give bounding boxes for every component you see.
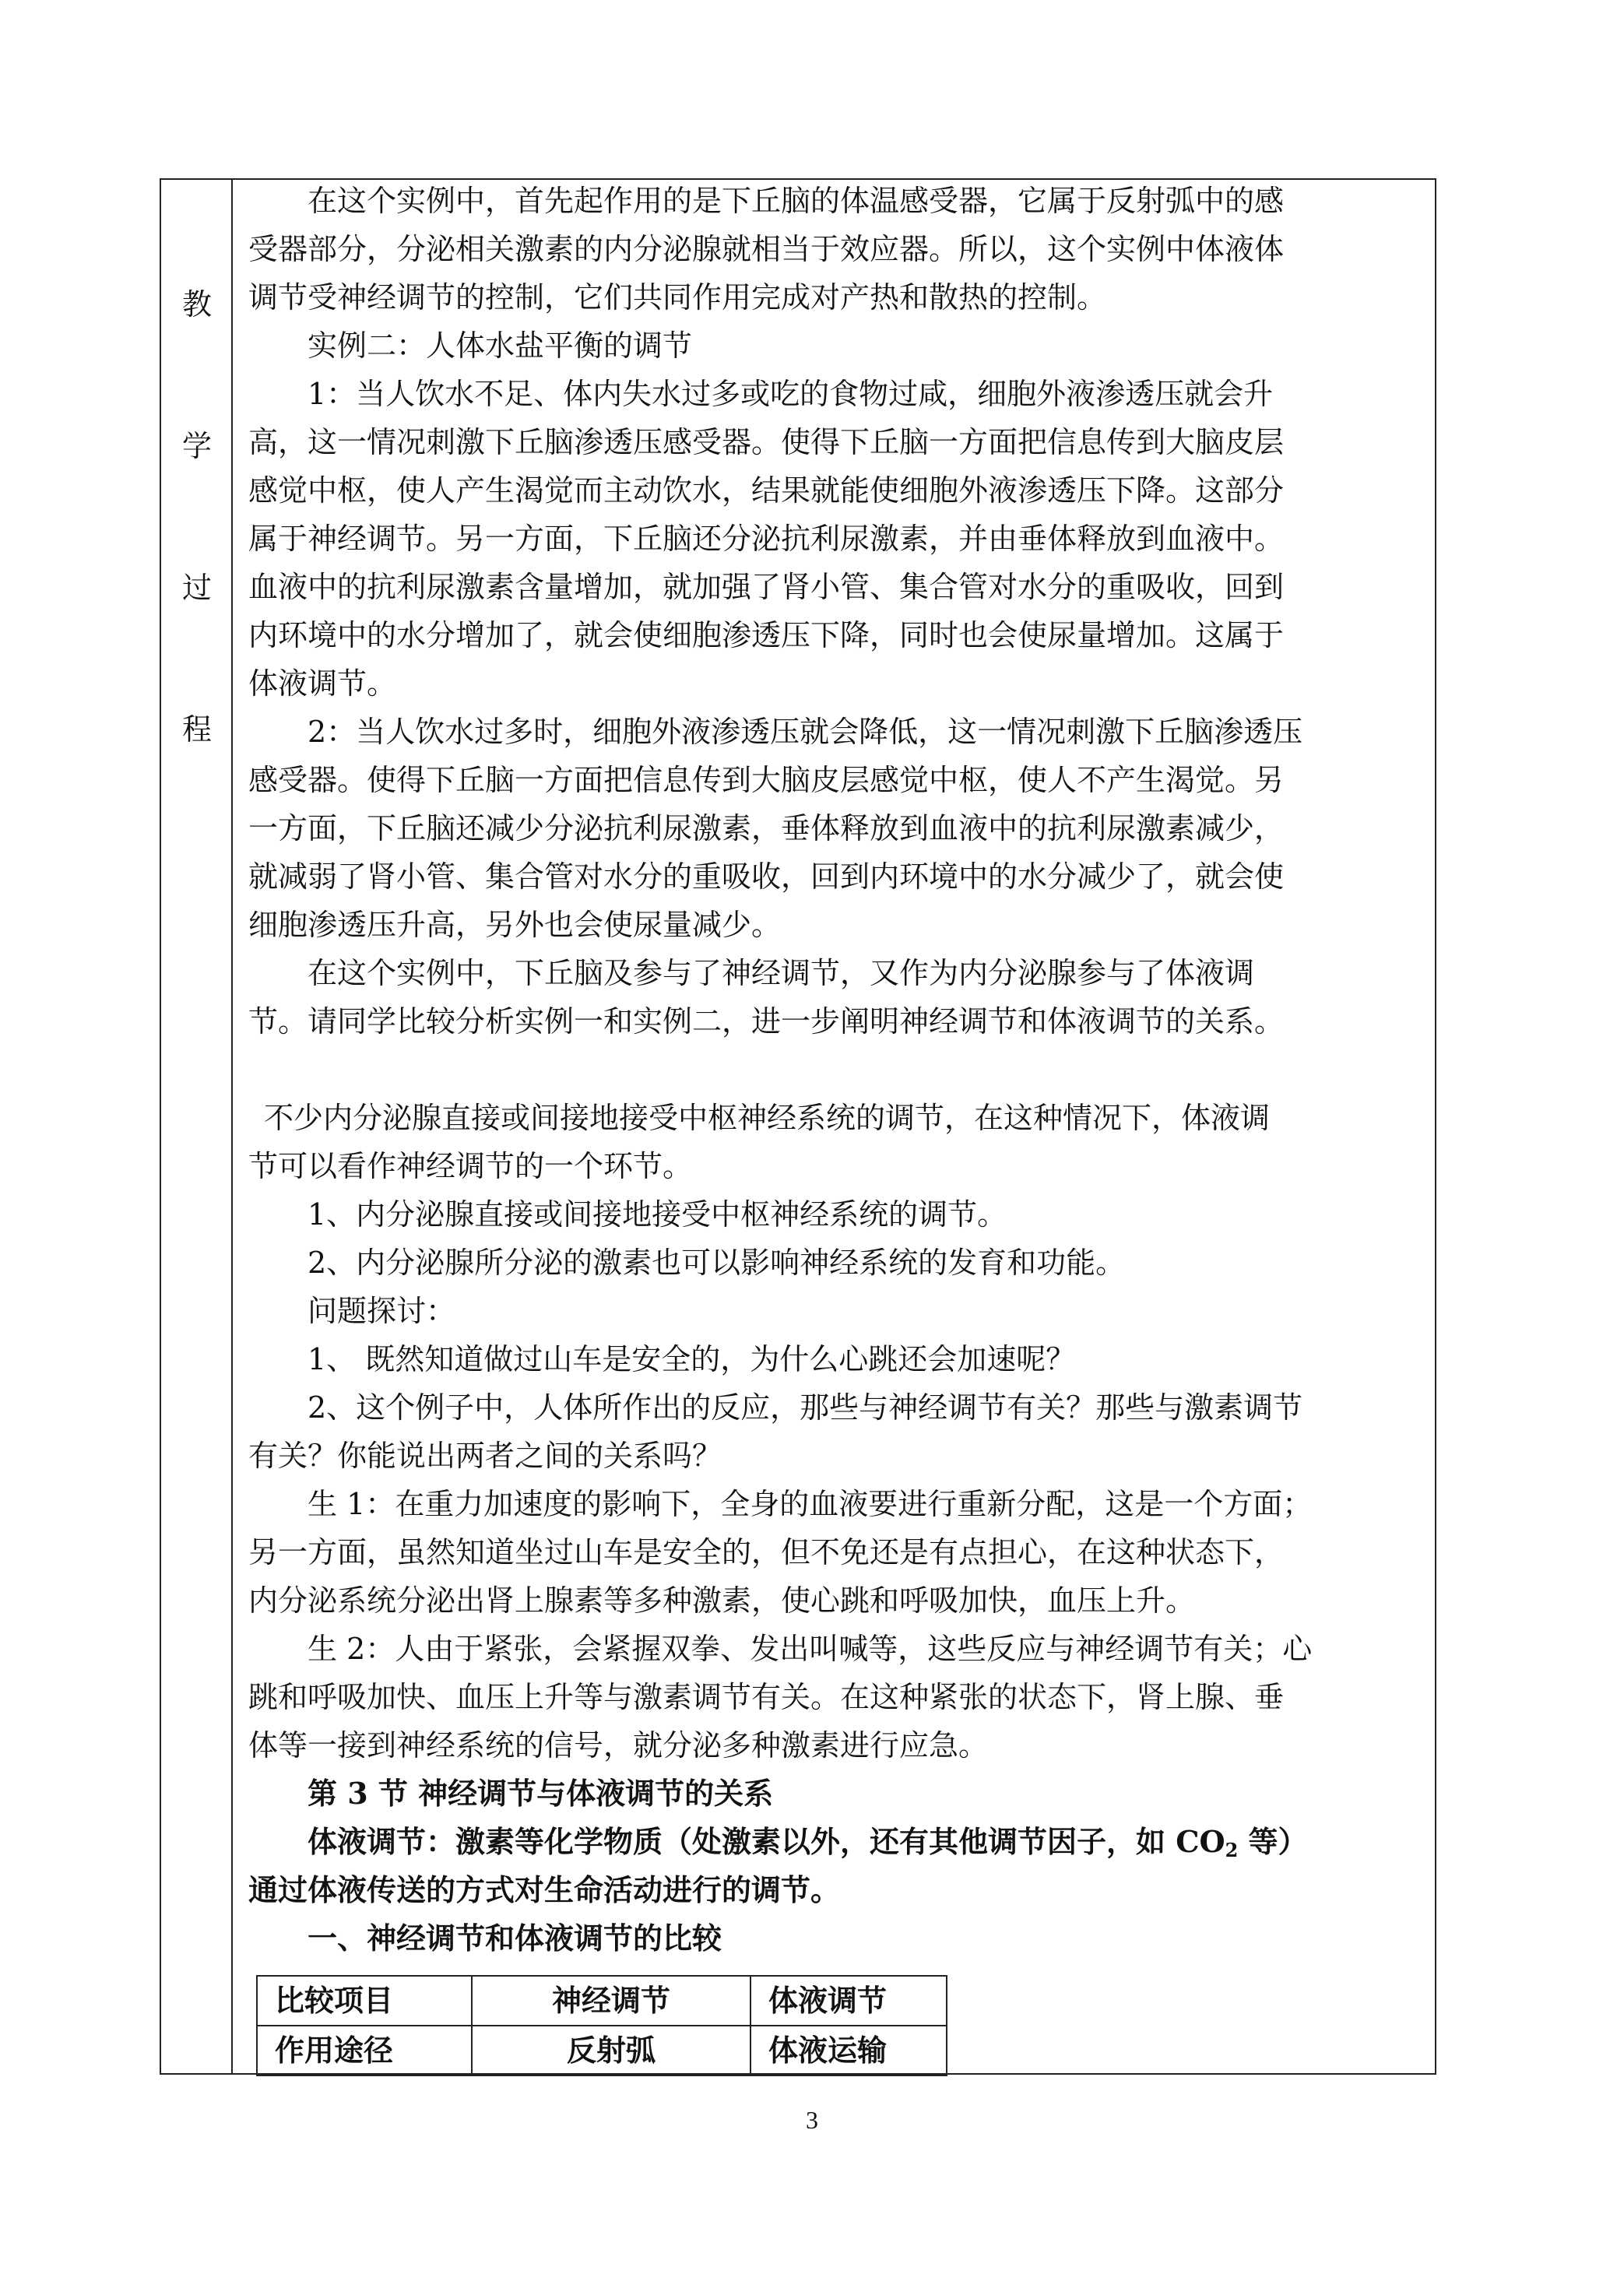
text-line: 细胞渗透压升高，另外也会使尿量减少。 <box>248 908 782 942</box>
text-line: 实例二：人体水盐平衡的调节 <box>308 329 693 363</box>
text-line: 高，这一情况刺激下丘脑渗透压感受器。使得下丘脑一方面把信息传到大脑皮层 <box>248 425 1285 459</box>
text-line: 受器部分，分泌相关激素的内分泌腺就相当于效应器。所以，这个实例中体液体 <box>248 232 1285 266</box>
side-label-char: 教 <box>181 287 212 322</box>
table-row <box>257 1976 947 2026</box>
text-line: 属于神经调节。另一方面，下丘脑还分泌抗利尿激素，并由垂体释放到血液中。 <box>248 522 1285 556</box>
text-line: 内环境中的水分增加了，就会使细胞渗透压下降，同时也会使尿量增加。这属于 <box>248 618 1285 652</box>
text-line: 节。请同学比较分析实例一和实例二，进一步阐明神经调节和体液调节的关系。 <box>248 1004 1285 1039</box>
text-line: 在这个实例中，下丘脑及参与了神经调节，又作为内分泌腺参与了体液调 <box>308 956 1255 990</box>
subsection-heading: 一、神经调节和体液调节的比较 <box>308 1921 722 1956</box>
lesson-table <box>160 178 1436 2075</box>
table-cell: 作用途径 <box>257 2026 472 2075</box>
text-line: 血液中的抗利尿激素含量增加，就加强了肾小管、集合管对水分的重吸收，回到 <box>248 570 1285 604</box>
table-cell: 比较项目 <box>257 1976 472 2026</box>
side-label-char: 过 <box>181 571 212 605</box>
text-line: 调节受神经调节的控制，它们共同作用完成对产热和散热的控制。 <box>248 280 1107 315</box>
side-label-char: 程 <box>181 712 212 747</box>
page-number: 3 <box>806 2106 818 2134</box>
text-line: 1、内分泌腺直接或间接地接受中枢神经系统的调节。 <box>308 1197 1007 1232</box>
text-line: 节可以看作神经调节的一个环节。 <box>248 1149 693 1183</box>
text-line: 另一方面，虽然知道坐过山车是安全的，但不免还是有点担心，在这种状态下， <box>248 1535 1285 1569</box>
text-line: 有关？你能说出两者之间的关系吗？ <box>248 1439 722 1473</box>
text-line: 生 2：人由于紧张，会紧握双拳、发出叫喊等，这些反应与神经调节有关；心 <box>308 1632 1313 1666</box>
text-line: 一方面，下丘脑还减少分泌抗利尿激素，垂体释放到血液中的抗利尿激素减少， <box>248 811 1285 845</box>
table-cell: 体液调节 <box>750 1976 947 2026</box>
text-line: 在这个实例中，首先起作用的是下丘脑的体温感受器，它属于反射弧中的感 <box>308 184 1285 218</box>
text-line: 生 1：在重力加速度的影响下，全身的血液要进行重新分配，这是一个方面； <box>308 1487 1313 1521</box>
text-line: 跳和呼吸加快、血压上升等与激素调节有关。在这种紧张的状态下，肾上腺、垂 <box>248 1680 1285 1714</box>
section-heading: 第 3 节 神经调节与体液调节的关系 <box>308 1776 774 1811</box>
side-label-column <box>161 180 233 2073</box>
table-cell: 体液运输 <box>750 2026 947 2075</box>
text-line: 2：当人饮水过多时，细胞外液渗透压就会降低，这一情况刺激下丘脑渗透压 <box>308 715 1303 749</box>
text-line: 感觉中枢，使人产生渴觉而主动饮水，结果就能使细胞外液渗透压下降。这部分 <box>248 473 1285 508</box>
definition-line: 体液调节：激素等化学物质（处激素以外，还有其他调节因子，如 $CO_2$ 等） <box>308 1824 1308 1861</box>
text-line: 1：当人饮水不足、体内失水过多或吃的食物过咸，细胞外液渗透压就会升 <box>308 377 1274 411</box>
text-line: 1、 既然知道做过山车是安全的，为什么心跳还会加速呢？ <box>308 1342 1076 1376</box>
text-line: 体等一接到神经系统的信号，就分泌多种激素进行应急。 <box>248 1728 989 1763</box>
table-row <box>257 2026 947 2075</box>
definition-line: 通过体液传送的方式对生命活动进行的调节。 <box>248 1872 841 1907</box>
text-line: 2、内分泌腺所分泌的激素也可以影响神经系统的发育和功能。 <box>308 1246 1126 1280</box>
text-line: 体液调节。 <box>248 666 397 701</box>
side-label-char: 学 <box>181 429 212 463</box>
table-cell: 神经调节 <box>472 1976 750 2026</box>
comparison-table <box>256 1975 947 2076</box>
text-line: 不少内分泌腺直接或间接地接受中枢神经系统的调节，在这种情况下，体液调 <box>264 1101 1271 1135</box>
text-line: 内分泌系统分泌出肾上腺素等多种激素，使心跳和呼吸加快，血压上升。 <box>248 1583 1196 1618</box>
text-line: 就减弱了肾小管、集合管对水分的重吸收，回到内环境中的水分减少了，就会使 <box>248 859 1285 894</box>
text-line: 问题探讨： <box>308 1294 456 1328</box>
text-line: 感受器。使得下丘脑一方面把信息传到大脑皮层感觉中枢，使人不产生渴觉。另 <box>248 763 1285 797</box>
table-cell: 反射弧 <box>472 2026 750 2075</box>
text-line: 2、这个例子中，人体所作出的反应，那些与神经调节有关？那些与激素调节 <box>308 1390 1303 1425</box>
